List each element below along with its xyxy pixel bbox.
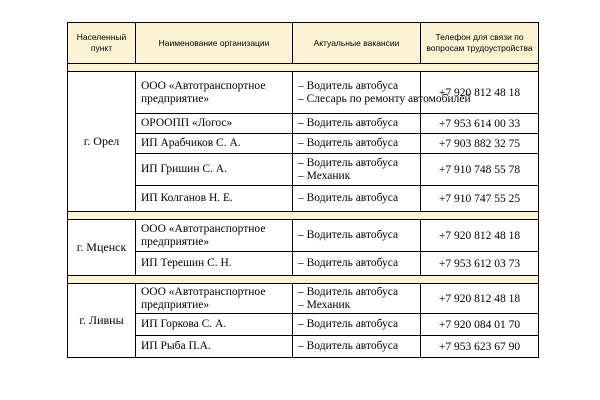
header-row	[68, 23, 539, 64]
vacancy-item: – Водитель автобуса	[298, 340, 399, 352]
organization-cell: ИП Горкова С. А.	[136, 314, 293, 336]
vacancy-item: – Водитель автобуса	[298, 257, 399, 269]
table-row	[68, 220, 539, 252]
header-vacancies: Актуальные вакансии	[293, 23, 421, 64]
vacancy-item: – Водитель автобуса	[298, 285, 399, 298]
vacancy-item: – Механик	[298, 298, 351, 311]
vacancies-cell	[293, 252, 421, 276]
table-row	[68, 134, 539, 154]
town-cell: г. Ливны	[68, 284, 136, 358]
vacancy-item: – Водитель автобуса	[298, 318, 399, 330]
vacancies-cell	[293, 186, 421, 212]
phone-cell: +7 920 084 01 70	[421, 314, 539, 336]
organization-cell: ООО «Автотранспортное предприятие»	[136, 284, 293, 314]
phone-cell: +7 920 812 48 18	[421, 284, 539, 314]
vacancies-cell	[293, 220, 421, 252]
vacancy-item: – Водитель автобуса	[298, 229, 399, 241]
organization-cell: ИП Колганов Н. Е.	[136, 186, 293, 212]
table-body	[68, 64, 539, 358]
vacancies-cell	[293, 114, 421, 134]
phone-cell: +7 903 882 32 75	[421, 134, 539, 154]
organization-cell: ИП Гришин С. А.	[136, 154, 293, 186]
group-separator-cell	[68, 64, 539, 72]
header-organization: Наименование организации	[136, 23, 293, 64]
vacancy-item: – Водитель автобуса	[298, 156, 399, 169]
table-row	[68, 186, 539, 212]
town-cell: г. Орел	[68, 72, 136, 212]
table-row	[68, 336, 539, 358]
organization-cell: ООО «Автотранспортное предприятие»	[136, 72, 293, 114]
phone-cell: +7 953 614 00 33	[421, 114, 539, 134]
table-row	[68, 314, 539, 336]
phone-cell: +7 910 747 55 25	[421, 186, 539, 212]
organization-cell: ИП Рыба П.А.	[136, 336, 293, 358]
phone-cell: +7 920 812 48 18	[421, 220, 539, 252]
vacancies-cell	[293, 336, 421, 358]
phone-cell: +7 920 812 48 18	[421, 72, 539, 114]
vacancies-cell	[293, 72, 471, 114]
table-row	[68, 284, 539, 314]
phone-cell: +7 953 612 03 73	[421, 252, 539, 276]
vacancy-item: – Водитель автобуса	[298, 117, 399, 129]
vacancies-cell	[293, 314, 421, 336]
organization-cell: ООО «Автотранспортное предприятие»	[136, 220, 293, 252]
table-row	[68, 114, 539, 134]
vacancy-item: – Водитель автобуса	[298, 192, 399, 204]
group-separator	[68, 212, 539, 220]
header-phone: Телефон для связи по вопросам трудоустройства	[421, 23, 539, 64]
table-row	[68, 154, 539, 186]
group-separator	[68, 276, 539, 284]
group-separator-cell	[68, 276, 539, 284]
vacancies-cell	[293, 134, 421, 154]
group-separator	[68, 64, 539, 72]
organization-cell: ИП Арабчиков С. А.	[136, 134, 293, 154]
town-cell: г. Мценск	[68, 220, 136, 276]
vacancy-item: – Водитель автобуса	[298, 79, 399, 92]
vacancies-table	[67, 22, 539, 358]
group-separator-cell	[68, 212, 539, 220]
phone-cell: +7 953 623 67 90	[421, 336, 539, 358]
organization-cell: ОРООПП «Логос»	[136, 114, 293, 134]
table-row	[68, 252, 539, 276]
phone-cell: +7 910 748 55 78	[421, 154, 539, 186]
header-town: Населенный пункт	[68, 23, 136, 64]
table-row	[68, 72, 539, 114]
vacancies-cell	[293, 284, 421, 314]
organization-cell: ИП Терешин С. Н.	[136, 252, 293, 276]
vacancy-item: – Водитель автобуса	[298, 137, 399, 149]
vacancies-cell	[293, 154, 421, 186]
vacancy-item: – Слесарь по ремонту автомобилей	[298, 92, 471, 105]
vacancy-item: – Механик	[298, 169, 351, 182]
